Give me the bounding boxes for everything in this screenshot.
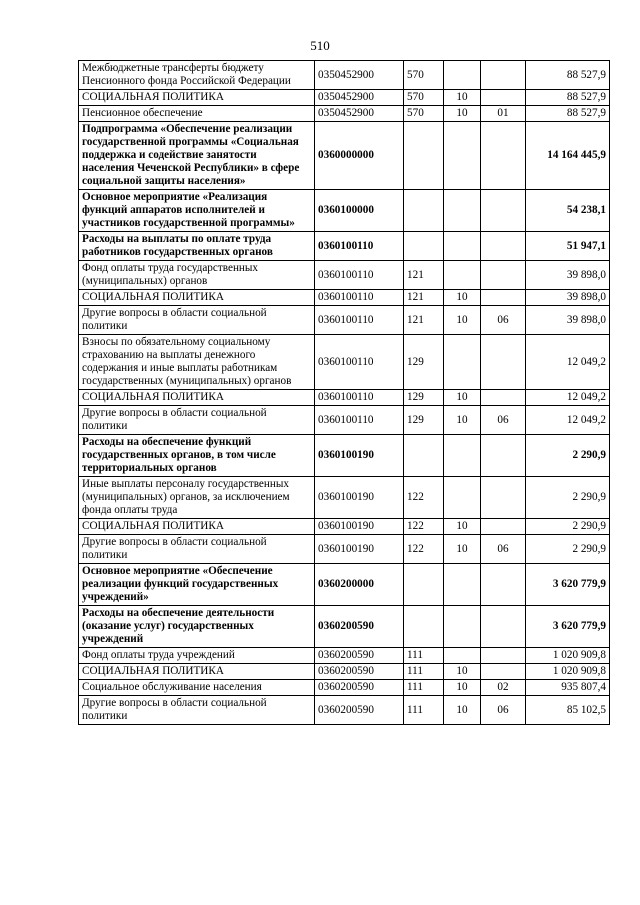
row-subsection: [481, 261, 526, 290]
row-subsection: [481, 190, 526, 232]
row-amount: 12 049,2: [526, 390, 610, 406]
row-name: Социальное обслуживание населения: [79, 680, 315, 696]
table-row: [79, 606, 610, 648]
table-row: [79, 435, 610, 477]
row-amount: 14 164 445,9: [526, 122, 610, 190]
row-expense-type: 111: [404, 680, 444, 696]
row-amount: 39 898,0: [526, 306, 610, 335]
row-expense-type: [404, 564, 444, 606]
row-subsection: 06: [481, 406, 526, 435]
table-row: [79, 261, 610, 290]
row-code: 0360200590: [315, 606, 404, 648]
table-row: [79, 664, 610, 680]
row-section: [444, 190, 481, 232]
table-row: [79, 232, 610, 261]
row-subsection: [481, 90, 526, 106]
row-expense-type: 570: [404, 106, 444, 122]
row-amount: 3 620 779,9: [526, 606, 610, 648]
row-section: 10: [444, 696, 481, 725]
table-row: [79, 519, 610, 535]
row-section: 10: [444, 90, 481, 106]
row-amount: 2 290,9: [526, 535, 610, 564]
row-name: Взносы по обязательному социальному страхованию на выплаты денежного содержания и иные выплаты работникам государственных (муниципальных) органов: [79, 335, 315, 390]
row-expense-type: 129: [404, 390, 444, 406]
row-code: 0360200000: [315, 564, 404, 606]
table-row: [79, 477, 610, 519]
row-name: Подпрограмма «Обеспечение реализации государственной программы «Социальная поддержка и содействие занятости населения Чеченской Республики» в сфере социальной защиты населения»: [79, 122, 315, 190]
row-amount: 88 527,9: [526, 106, 610, 122]
row-amount: 12 049,2: [526, 406, 610, 435]
table-row: [79, 406, 610, 435]
row-amount: 39 898,0: [526, 290, 610, 306]
row-code: 0360200590: [315, 664, 404, 680]
row-amount: 1 020 909,8: [526, 648, 610, 664]
row-code: 0360100110: [315, 261, 404, 290]
table-row: [79, 306, 610, 335]
row-section: 10: [444, 535, 481, 564]
row-code: 0360100190: [315, 535, 404, 564]
row-amount: 88 527,9: [526, 90, 610, 106]
row-section: 10: [444, 680, 481, 696]
row-name: Пенсионное обеспечение: [79, 106, 315, 122]
table-row: [79, 335, 610, 390]
row-section: [444, 122, 481, 190]
row-subsection: 02: [481, 680, 526, 696]
row-amount: 2 290,9: [526, 435, 610, 477]
row-name: СОЦИАЛЬНАЯ ПОЛИТИКА: [79, 90, 315, 106]
row-expense-type: [404, 606, 444, 648]
row-subsection: [481, 290, 526, 306]
row-code: 0350452900: [315, 90, 404, 106]
row-section: 10: [444, 306, 481, 335]
row-section: 10: [444, 290, 481, 306]
row-amount: 51 947,1: [526, 232, 610, 261]
row-name: Фонд оплаты труда государственных (муниципальных) органов: [79, 261, 315, 290]
budget-table-body: [79, 61, 610, 725]
row-name: Межбюджетные трансферты бюджету Пенсионного фонда Российской Федерации: [79, 61, 315, 90]
row-name: Фонд оплаты труда учреждений: [79, 648, 315, 664]
table-row: [79, 290, 610, 306]
row-expense-type: 122: [404, 519, 444, 535]
row-expense-type: 129: [404, 335, 444, 390]
row-name: СОЦИАЛЬНАЯ ПОЛИТИКА: [79, 390, 315, 406]
row-expense-type: 129: [404, 406, 444, 435]
table-row: [79, 190, 610, 232]
row-expense-type: 121: [404, 290, 444, 306]
row-subsection: [481, 61, 526, 90]
row-section: [444, 435, 481, 477]
table-row: [79, 106, 610, 122]
row-section: [444, 564, 481, 606]
row-subsection: [481, 335, 526, 390]
row-subsection: 06: [481, 535, 526, 564]
row-section: 10: [444, 664, 481, 680]
row-section: [444, 477, 481, 519]
row-amount: 88 527,9: [526, 61, 610, 90]
row-expense-type: 111: [404, 664, 444, 680]
row-section: [444, 648, 481, 664]
row-expense-type: 111: [404, 696, 444, 725]
row-code: 0360200590: [315, 680, 404, 696]
row-subsection: [481, 648, 526, 664]
row-subsection: [481, 519, 526, 535]
row-subsection: [481, 564, 526, 606]
row-code: 0360100110: [315, 306, 404, 335]
budget-table: [78, 60, 610, 725]
row-section: [444, 232, 481, 261]
row-code: 0360100110: [315, 335, 404, 390]
row-expense-type: 122: [404, 477, 444, 519]
row-amount: 54 238,1: [526, 190, 610, 232]
row-name: СОЦИАЛЬНАЯ ПОЛИТИКА: [79, 664, 315, 680]
row-name: Основное мероприятие «Реализация функций аппаратов исполнителей и участников государственной программы»: [79, 190, 315, 232]
row-name: Другие вопросы в области социальной политики: [79, 306, 315, 335]
row-subsection: [481, 232, 526, 261]
row-name: СОЦИАЛЬНАЯ ПОЛИТИКА: [79, 290, 315, 306]
row-code: 0360100190: [315, 477, 404, 519]
row-code: 0360100110: [315, 232, 404, 261]
row-amount: 3 620 779,9: [526, 564, 610, 606]
row-name: СОЦИАЛЬНАЯ ПОЛИТИКА: [79, 519, 315, 535]
row-amount: 2 290,9: [526, 519, 610, 535]
row-code: 0360200590: [315, 648, 404, 664]
row-name: Расходы на обеспечение функций государственных органов, в том числе территориальных органов: [79, 435, 315, 477]
page-number: 510: [310, 38, 330, 53]
row-code: 0360100110: [315, 406, 404, 435]
row-subsection: [481, 606, 526, 648]
row-subsection: [481, 664, 526, 680]
row-code: 0350452900: [315, 61, 404, 90]
table-row: [79, 680, 610, 696]
row-expense-type: [404, 122, 444, 190]
table-row: [79, 535, 610, 564]
row-name: Расходы на обеспечение деятельности (оказание услуг) государственных учреждений: [79, 606, 315, 648]
row-section: [444, 261, 481, 290]
row-name: Другие вопросы в области социальной политики: [79, 696, 315, 725]
row-subsection: [481, 477, 526, 519]
row-amount: 935 807,4: [526, 680, 610, 696]
row-amount: 12 049,2: [526, 335, 610, 390]
row-amount: 85 102,5: [526, 696, 610, 725]
row-expense-type: 121: [404, 261, 444, 290]
row-code: 0360100190: [315, 519, 404, 535]
table-row: [79, 390, 610, 406]
row-subsection: 01: [481, 106, 526, 122]
row-expense-type: [404, 435, 444, 477]
row-amount: 1 020 909,8: [526, 664, 610, 680]
table-row: [79, 61, 610, 90]
row-expense-type: [404, 190, 444, 232]
table-row: [79, 122, 610, 190]
row-section: 10: [444, 519, 481, 535]
row-subsection: [481, 390, 526, 406]
table-row: [79, 696, 610, 725]
row-section: 10: [444, 406, 481, 435]
row-name: Иные выплаты персоналу государственных (муниципальных) органов, за исключением фонда оплаты труда: [79, 477, 315, 519]
row-subsection: [481, 435, 526, 477]
row-expense-type: 570: [404, 61, 444, 90]
row-subsection: [481, 122, 526, 190]
row-section: [444, 61, 481, 90]
table-row: [79, 564, 610, 606]
row-section: [444, 335, 481, 390]
row-code: 0350452900: [315, 106, 404, 122]
row-expense-type: 111: [404, 648, 444, 664]
row-code: 0360100000: [315, 190, 404, 232]
row-name: Другие вопросы в области социальной политики: [79, 406, 315, 435]
row-name: Другие вопросы в области социальной политики: [79, 535, 315, 564]
row-code: 0360100110: [315, 390, 404, 406]
row-expense-type: [404, 232, 444, 261]
row-code: 0360100110: [315, 290, 404, 306]
row-expense-type: 122: [404, 535, 444, 564]
row-subsection: 06: [481, 306, 526, 335]
table-row: [79, 90, 610, 106]
row-section: [444, 606, 481, 648]
row-expense-type: 570: [404, 90, 444, 106]
row-expense-type: 121: [404, 306, 444, 335]
table-row: [79, 648, 610, 664]
row-code: 0360000000: [315, 122, 404, 190]
row-name: Основное мероприятие «Обеспечение реализации функций государственных учреждений»: [79, 564, 315, 606]
row-section: 10: [444, 390, 481, 406]
row-subsection: 06: [481, 696, 526, 725]
row-code: 0360200590: [315, 696, 404, 725]
row-code: 0360100190: [315, 435, 404, 477]
row-name: Расходы на выплаты по оплате труда работников государственных органов: [79, 232, 315, 261]
row-amount: 39 898,0: [526, 261, 610, 290]
row-amount: 2 290,9: [526, 477, 610, 519]
row-section: 10: [444, 106, 481, 122]
